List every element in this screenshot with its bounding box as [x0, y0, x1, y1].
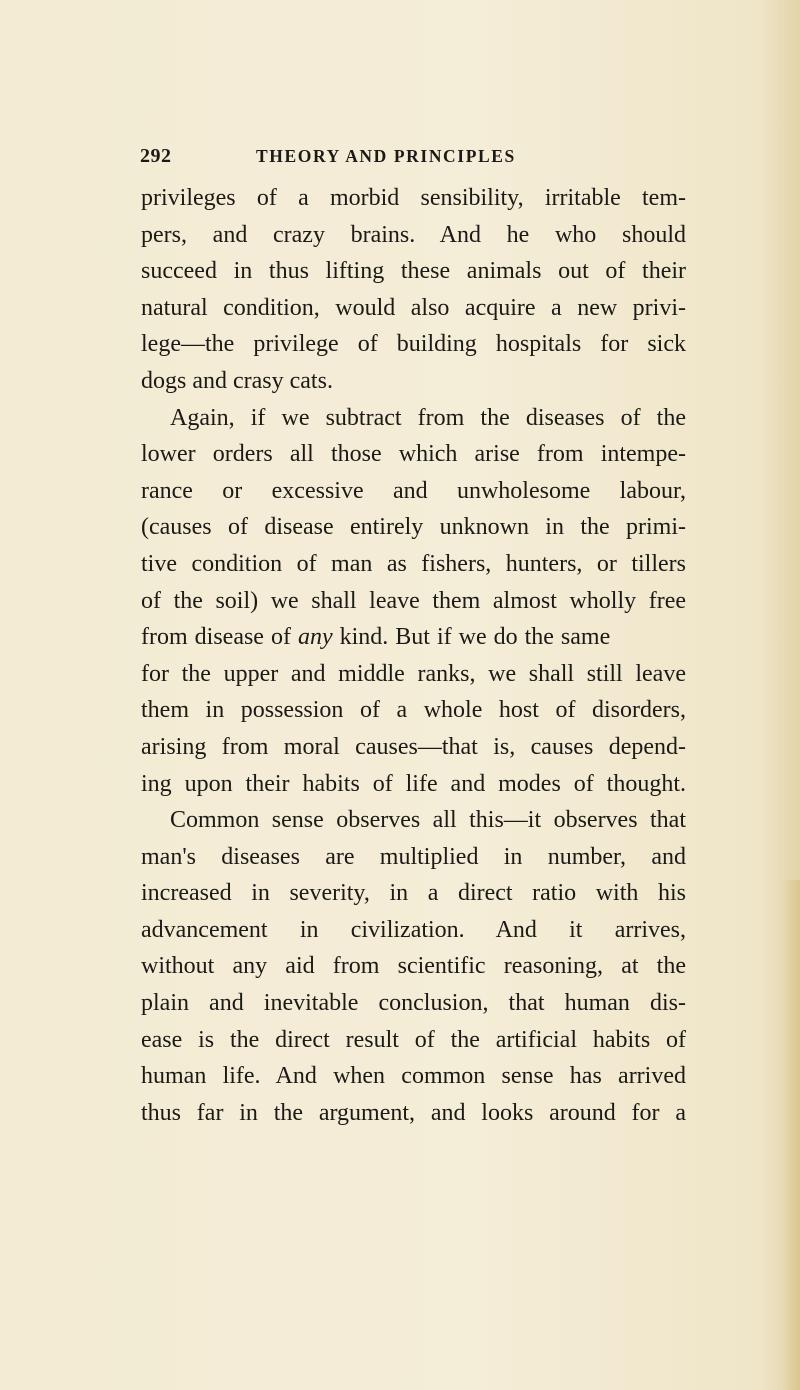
text-line: Common sense observes all this—it observes that — [170, 807, 686, 834]
text-line: Again, if we subtract from the diseases of the — [170, 404, 686, 431]
text-segment: from disease of — [141, 624, 291, 651]
running-head: THEORY AND PRINCIPLES — [256, 146, 516, 166]
text-line: of the soil) we shall leave them almost wholly free — [141, 587, 686, 614]
text-line: ing upon their habits of life and modes of thought. — [141, 770, 686, 797]
text-line: tive condition of man as fishers, hunters, or tillers — [141, 550, 686, 577]
text-line: rance or excessive and unwholesome labour, — [141, 477, 686, 504]
body-text — [141, 180, 686, 1131]
text-line: privileges of a morbid sensibility, irritable tem- — [141, 185, 686, 211]
text-line: lower orders all those which arise from intempe- — [141, 441, 686, 468]
text-line: them in possession of a whole host of disorders, — [141, 697, 686, 724]
text-line: dogs and crasy cats. — [141, 367, 333, 394]
page-header — [140, 145, 700, 175]
text-line: ease is the direct result of the artificial habits of — [141, 1026, 686, 1053]
text-line: natural condition, would also acquire a new privi- — [141, 294, 686, 321]
text-line: man's diseases are multiplied in number, and — [141, 843, 686, 870]
page-edge-stain — [782, 880, 800, 1390]
text-line: increased in severity, in a direct ratio with his — [141, 880, 686, 907]
text-line-with-emphasis — [141, 619, 686, 656]
text-line: lege—the privilege of building hospitals for sick — [141, 331, 686, 358]
text-line: thus far in the argument, and looks around for a — [141, 1099, 686, 1126]
text-segment: kind. But if we do the same — [339, 624, 611, 651]
page-number: 292 — [140, 145, 172, 167]
text-line: succeed in thus lifting these animals out of their — [141, 258, 686, 285]
text-line: advancement in civilization. And it arrives, — [141, 916, 686, 943]
text-line: pers, and crazy brains. And he who should — [141, 221, 686, 248]
text-line: arising from moral causes—that is, causes depend- — [141, 733, 686, 760]
text-line: for the upper and middle ranks, we shall still leave — [141, 660, 686, 687]
text-line: without any aid from scientific reasoning, at the — [141, 953, 686, 980]
text-line: human life. And when common sense has arrived — [141, 1063, 686, 1090]
text-line: (causes of disease entirely unknown in the primi- — [141, 514, 686, 541]
emphasis-any: any — [297, 624, 333, 651]
text-line: plain and inevitable conclusion, that human dis- — [141, 990, 686, 1017]
